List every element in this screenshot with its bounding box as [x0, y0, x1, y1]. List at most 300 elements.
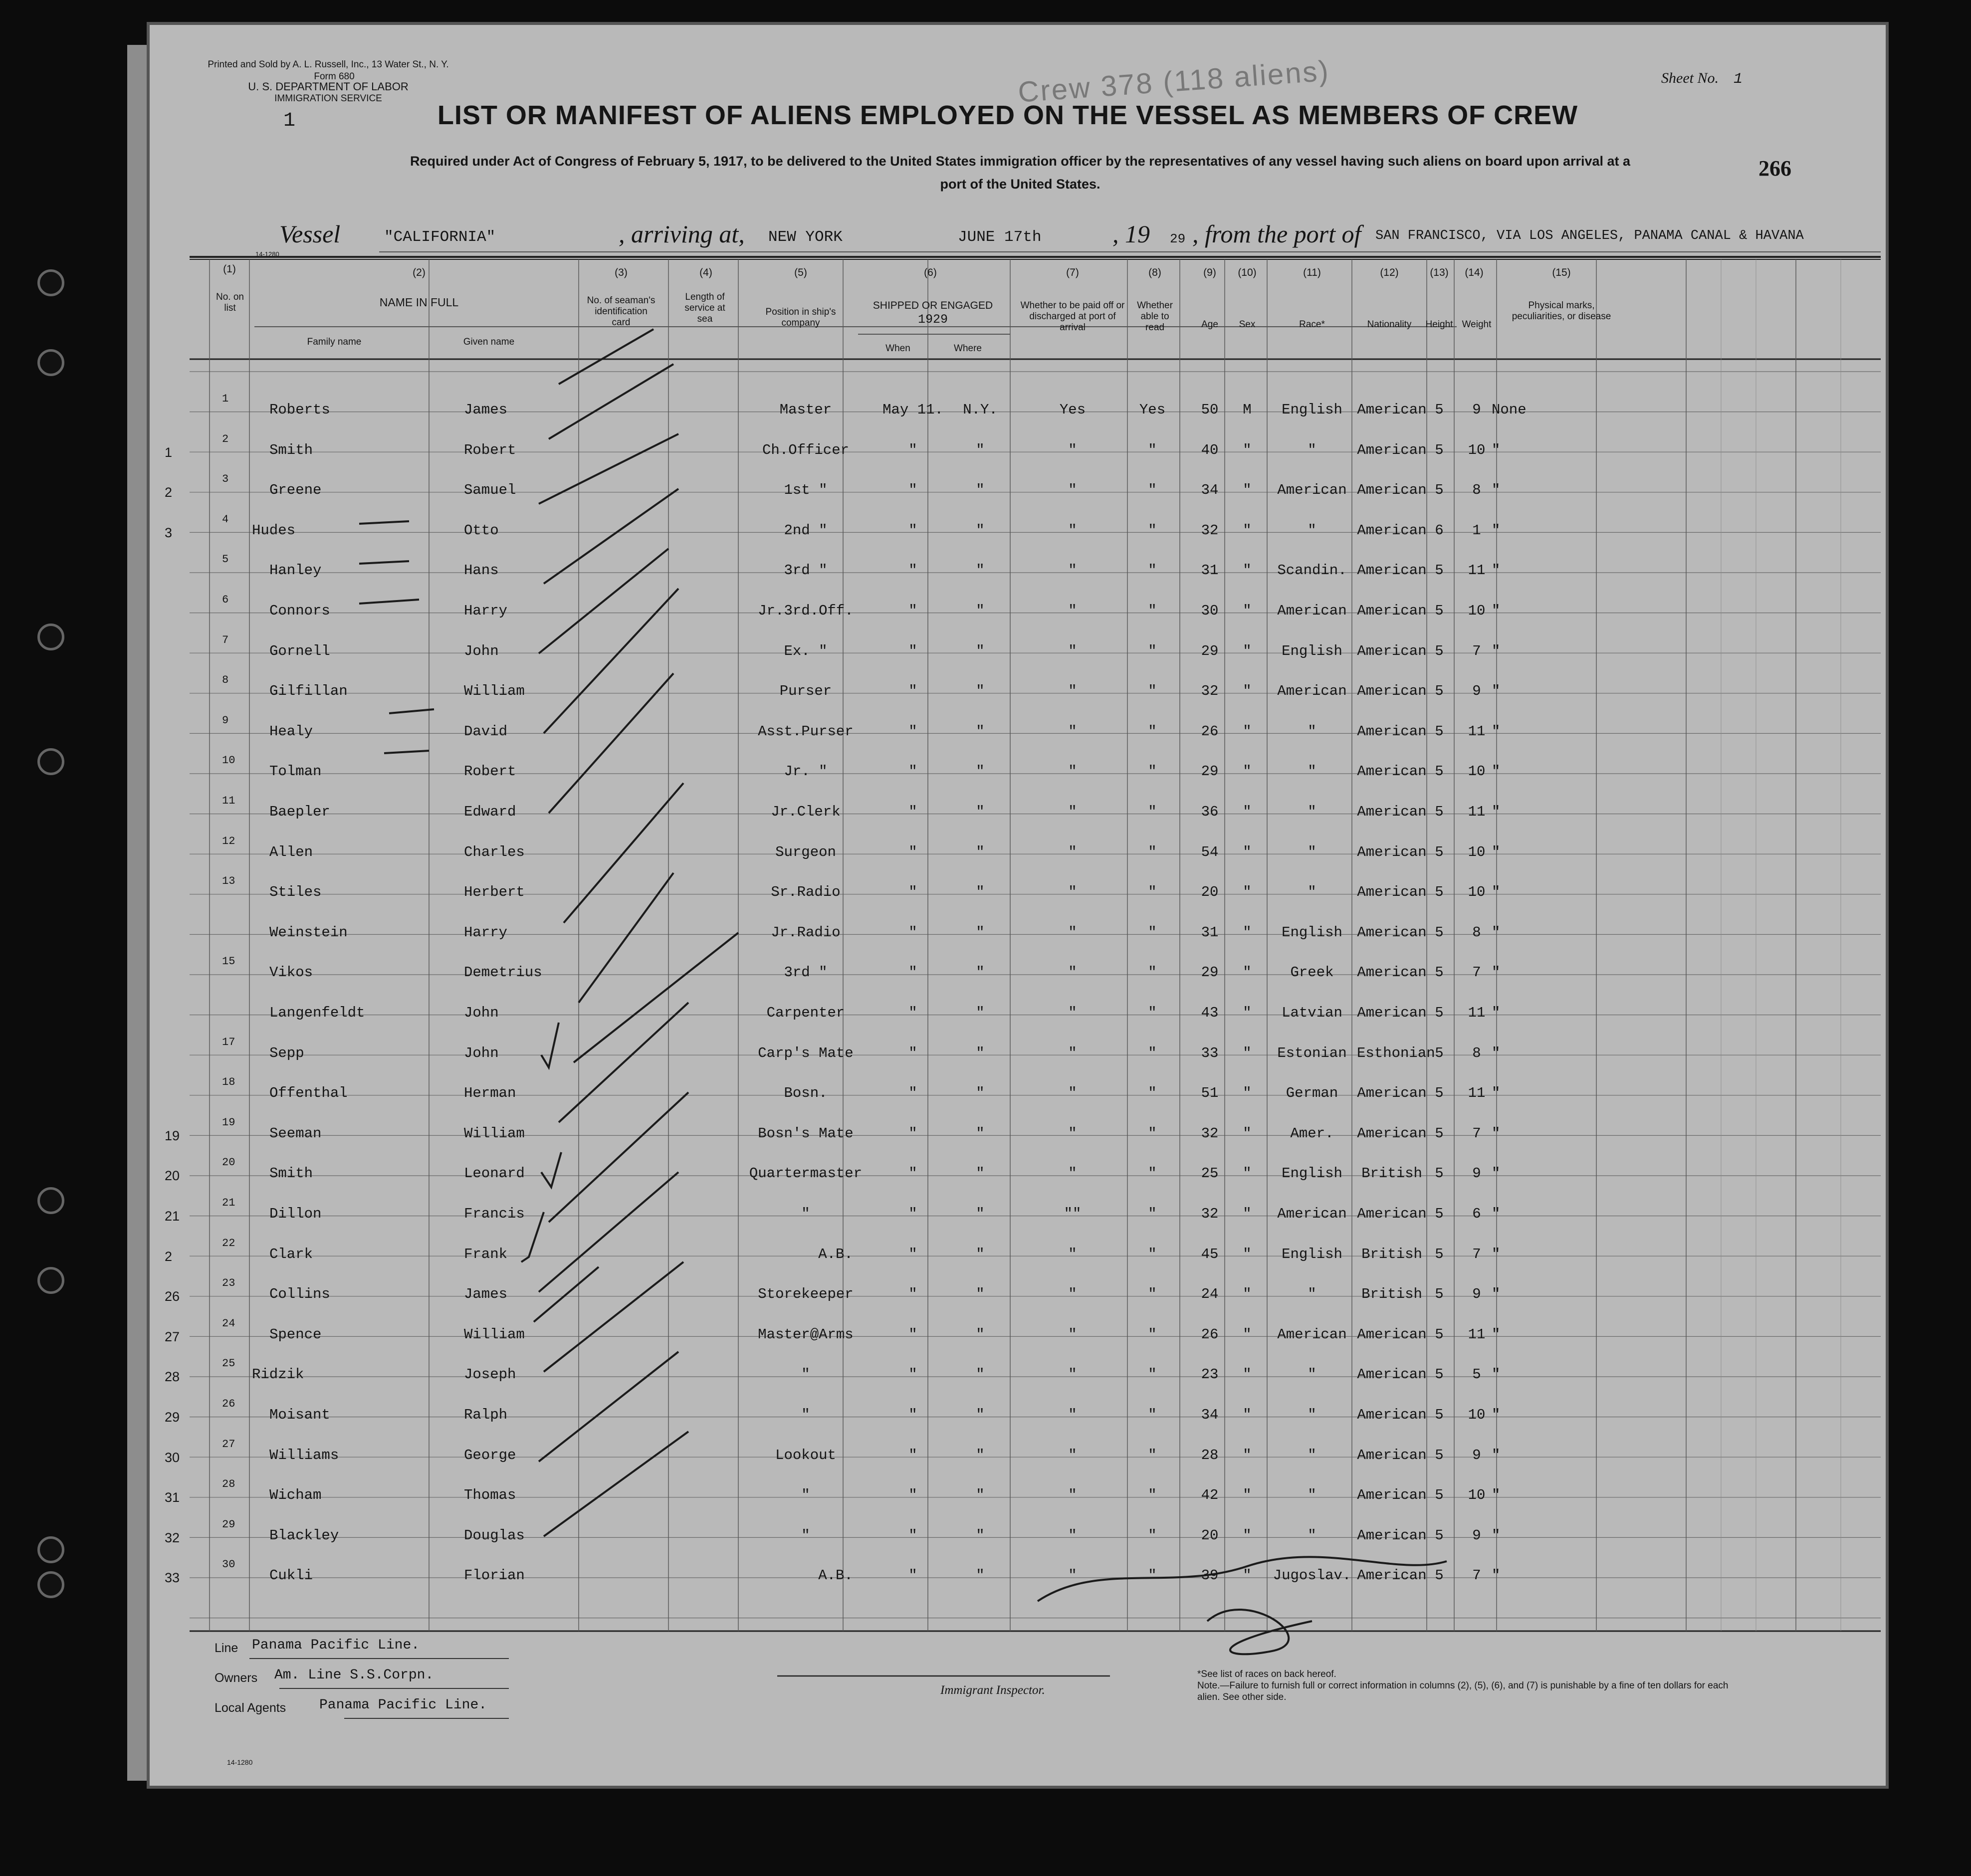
shipped-where-cell: "	[976, 1527, 985, 1544]
race-cell: English	[1282, 642, 1342, 659]
race-cell: Jugoslav.	[1273, 1567, 1351, 1584]
family-name-cell: Allen	[269, 843, 313, 860]
family-name-cell: Hanley	[269, 562, 322, 579]
paid-off-cell: "	[1068, 1487, 1077, 1504]
line-value: Panama Pacific Line.	[252, 1638, 420, 1653]
shipped-where-cell: N.Y.	[963, 402, 998, 418]
position-cell: Jr.Clerk	[771, 804, 841, 820]
weight-cell: 10	[1468, 441, 1486, 458]
age-cell: 23	[1201, 1366, 1219, 1383]
col-seaman-id: No. of seaman's identification card	[587, 295, 656, 328]
able-to-read-cell: "	[1148, 562, 1157, 579]
position-cell: Surgeon	[775, 843, 836, 860]
col-num-7: (7)	[1066, 267, 1079, 278]
paid-off-cell: "	[1068, 723, 1077, 740]
shipped-when-cell: "	[908, 1005, 917, 1021]
given-name-cell: Harry	[464, 603, 508, 619]
line-label: Line	[215, 1641, 238, 1655]
weight-cell: 11	[1468, 723, 1486, 740]
height-cell: 5	[1435, 1567, 1444, 1584]
physical-marks-cell: "	[1492, 884, 1501, 901]
outer-row-number: 33	[165, 1570, 180, 1586]
shipped-where-cell: "	[976, 1366, 985, 1383]
nationality-cell: British	[1361, 1246, 1422, 1262]
outer-row-number: 3	[165, 525, 173, 540]
able-to-read-cell: "	[1148, 1044, 1157, 1061]
shipped-where-cell: "	[976, 1286, 985, 1303]
shipped-where-cell: "	[976, 1005, 985, 1021]
position-cell: "	[801, 1527, 810, 1544]
position-cell: Ex. "	[784, 642, 828, 659]
form-number: Form 680	[314, 71, 355, 82]
race-cell: "	[1308, 1286, 1316, 1303]
nationality-cell: American	[1357, 1005, 1427, 1021]
weight-cell: 8	[1472, 1044, 1481, 1061]
family-name-cell: Greene	[269, 482, 322, 499]
physical-marks-cell: "	[1492, 1206, 1501, 1222]
outer-row-number: 30	[165, 1450, 180, 1465]
weight-cell: 7	[1472, 1125, 1481, 1142]
handwritten-crew-note: Crew 378 (118 aliens)	[1017, 54, 1331, 109]
race-cell: Scandin.	[1277, 562, 1347, 579]
physical-marks-cell: None	[1492, 402, 1527, 418]
agents-label: Local Agents	[215, 1701, 286, 1715]
sex-cell: "	[1243, 804, 1252, 820]
row-number: 2	[222, 432, 229, 445]
given-name-cell: Robert	[464, 763, 516, 780]
physical-marks-cell: "	[1492, 924, 1501, 941]
paid-off-cell: "	[1068, 1407, 1077, 1423]
physical-marks-cell: "	[1492, 1527, 1501, 1544]
shipped-when-cell: "	[908, 562, 917, 579]
able-to-read-cell: "	[1148, 1125, 1157, 1142]
family-name-cell: Roberts	[269, 402, 330, 418]
position-cell: Master@Arms	[758, 1326, 854, 1343]
paid-off-cell: "	[1068, 924, 1077, 941]
paid-off-cell: "	[1068, 804, 1077, 820]
height-cell: 5	[1435, 804, 1444, 820]
shipped-when-cell: "	[908, 1246, 917, 1262]
family-name-cell: Dillon	[269, 1206, 322, 1222]
shipped-when-cell: May 11.	[882, 402, 943, 418]
physical-marks-cell: "	[1492, 964, 1501, 981]
family-name-cell: Healy	[269, 723, 313, 740]
weight-cell: 8	[1472, 482, 1481, 499]
shipped-when-cell: "	[908, 603, 917, 619]
row-number: 21	[222, 1197, 235, 1209]
age-cell: 33	[1201, 1044, 1219, 1061]
shipped-when-cell: "	[908, 441, 917, 458]
position-cell: Master	[779, 402, 832, 418]
height-cell: 5	[1435, 1447, 1444, 1463]
row-number: 6	[222, 594, 229, 606]
row-number: 22	[222, 1237, 235, 1250]
able-to-read-cell: "	[1148, 683, 1157, 700]
height-cell: 5	[1435, 1246, 1444, 1262]
check-mark	[541, 1152, 561, 1187]
shipped-when-cell: "	[908, 1527, 917, 1544]
col-shipped-year: 1929	[917, 312, 948, 327]
sex-cell: "	[1243, 1206, 1252, 1222]
shipped-where-cell: "	[976, 1085, 985, 1102]
col-family-name: Family name	[307, 337, 362, 347]
position-cell: 3rd "	[784, 562, 828, 579]
paid-off-cell: "	[1068, 1286, 1077, 1303]
col-num-1: (1)	[223, 263, 236, 275]
family-name-cell: Smith	[269, 441, 313, 458]
row-number: 13	[222, 875, 235, 888]
outer-row-number: 21	[165, 1209, 180, 1224]
family-name-cell: Wicham	[269, 1487, 322, 1504]
sex-cell: "	[1243, 1366, 1252, 1383]
small-code: 14-1280	[255, 250, 279, 258]
year-suffix: 29	[1170, 231, 1186, 246]
weight-cell: 11	[1468, 804, 1486, 820]
nationality-cell: American	[1357, 522, 1427, 539]
age-cell: 29	[1201, 964, 1219, 981]
tick-mark	[359, 561, 409, 564]
given-name-cell: Otto	[464, 522, 499, 539]
pen-stroke	[539, 1172, 678, 1292]
shipped-where-cell: "	[976, 964, 985, 981]
pen-stroke	[574, 933, 738, 1062]
race-cell: Amer.	[1290, 1125, 1334, 1142]
binder-hole	[37, 624, 64, 650]
nationality-cell: American	[1357, 402, 1427, 418]
family-name-cell: Moisant	[269, 1407, 330, 1423]
sex-cell: "	[1243, 1567, 1252, 1584]
row-number: 5	[222, 553, 229, 566]
weight-cell: 8	[1472, 924, 1481, 941]
age-cell: 45	[1201, 1246, 1219, 1262]
family-name-cell: Gilfillan	[269, 683, 348, 700]
height-cell: 5	[1435, 1165, 1444, 1182]
manifest-sheet	[150, 25, 1886, 1786]
weight-cell: 9	[1472, 1527, 1481, 1544]
race-cell: Greek	[1290, 964, 1334, 981]
weight-cell: 9	[1472, 402, 1481, 418]
given-name-cell: William	[464, 1326, 525, 1343]
physical-marks-cell: "	[1492, 1165, 1501, 1182]
position-cell: Storekeeper	[758, 1286, 854, 1303]
paid-off-cell: "	[1068, 441, 1077, 458]
sex-cell: "	[1243, 1326, 1252, 1343]
binder-hole	[37, 1267, 64, 1294]
given-name-cell: Joseph	[464, 1366, 516, 1383]
nationality-cell: American	[1357, 1085, 1427, 1102]
shipped-where-cell: "	[976, 1326, 985, 1343]
shipped-when-cell: "	[908, 1206, 917, 1222]
physical-marks-cell: "	[1492, 683, 1501, 700]
row-number: 20	[222, 1156, 235, 1169]
nationality-cell: American	[1357, 1487, 1427, 1504]
age-cell: 42	[1201, 1487, 1219, 1504]
physical-marks-cell: "	[1492, 482, 1501, 499]
shipped-where-cell: "	[976, 603, 985, 619]
nationality-cell: American	[1357, 763, 1427, 780]
row-number: 10	[222, 754, 235, 767]
given-name-cell: William	[464, 683, 525, 700]
binder-hole	[37, 748, 64, 775]
able-to-read-cell: "	[1148, 1246, 1157, 1262]
sex-cell: "	[1243, 924, 1252, 941]
paid-off-cell: "	[1068, 1447, 1077, 1463]
col-able-to-read: Whether able to read	[1137, 300, 1173, 333]
position-cell: A.B.	[818, 1567, 853, 1584]
given-name-cell: Douglas	[464, 1527, 525, 1544]
age-cell: 24	[1201, 1286, 1219, 1303]
given-name-cell: Frank	[464, 1246, 508, 1262]
shipped-where-cell: "	[976, 1246, 985, 1262]
able-to-read-cell: "	[1148, 1085, 1157, 1102]
physical-marks-cell: "	[1492, 723, 1501, 740]
height-cell: 5	[1435, 1407, 1444, 1423]
weight-cell: 11	[1468, 1085, 1486, 1102]
binder-hole	[37, 269, 64, 296]
age-cell: 34	[1201, 482, 1219, 499]
sex-cell: M	[1243, 402, 1252, 418]
able-to-read-cell: "	[1148, 1005, 1157, 1021]
shipped-when-cell: "	[908, 804, 917, 820]
paid-off-cell: "	[1068, 884, 1077, 901]
race-cell: Latvian	[1282, 1005, 1342, 1021]
height-cell: 5	[1435, 884, 1444, 901]
shipped-where-cell: "	[976, 843, 985, 860]
pen-stroke	[544, 589, 678, 733]
physical-marks-cell: "	[1492, 1366, 1501, 1383]
col-position: Position in ship's company	[765, 307, 836, 328]
given-name-cell: Florian	[464, 1567, 525, 1584]
family-name-cell: Stiles	[269, 884, 322, 901]
race-cell: "	[1308, 723, 1316, 740]
physical-marks-cell: "	[1492, 642, 1501, 659]
col-nationality: Nationality	[1367, 319, 1412, 330]
nationality-cell: American	[1357, 1125, 1427, 1142]
height-cell: 6	[1435, 522, 1444, 539]
paid-off-cell: "	[1068, 683, 1077, 700]
note-fine: Note.—Failure to furnish full or correct information in columns (2), (5), (6), and (7) is punishable by a fine of ten dollars for each alien. See other side.	[1197, 1680, 1729, 1702]
able-to-read-cell: "	[1148, 642, 1157, 659]
nationality-cell: American	[1357, 1206, 1427, 1222]
weight-cell: 10	[1468, 763, 1486, 780]
shipped-when-cell: "	[908, 1407, 917, 1423]
weight-cell: 10	[1468, 884, 1486, 901]
sex-cell: "	[1243, 884, 1252, 901]
shipped-where-cell: "	[976, 924, 985, 941]
row-number: 9	[222, 714, 229, 727]
col-no-on-list: No. on list	[216, 292, 244, 313]
age-cell: 51	[1201, 1085, 1219, 1102]
sex-cell: "	[1243, 1085, 1252, 1102]
family-name-cell: Williams	[269, 1447, 339, 1463]
row-number: 15	[222, 955, 235, 968]
nationality-cell: American	[1357, 924, 1427, 941]
position-cell: 2nd "	[784, 522, 828, 539]
outer-row-number: 2	[165, 485, 173, 500]
nationality-cell: American	[1357, 964, 1427, 981]
age-cell: 54	[1201, 843, 1219, 860]
height-cell: 5	[1435, 723, 1444, 740]
given-name-cell: Leonard	[464, 1165, 525, 1182]
shipped-when-cell: "	[908, 522, 917, 539]
row-number: 18	[222, 1076, 235, 1089]
given-name-cell: Robert	[464, 441, 516, 458]
physical-marks-cell: "	[1492, 1487, 1501, 1504]
shipped-when-cell: "	[908, 1447, 917, 1463]
col-sex: Sex	[1239, 319, 1256, 330]
physical-marks-cell: "	[1492, 843, 1501, 860]
race-cell: "	[1308, 441, 1316, 458]
position-cell: "	[801, 1206, 810, 1222]
race-cell: American	[1277, 1326, 1347, 1343]
height-cell: 5	[1435, 642, 1444, 659]
nationality-cell: American	[1357, 1366, 1427, 1383]
position-cell: A.B.	[818, 1246, 853, 1262]
col-num-13: (13)	[1430, 267, 1449, 278]
check-mark	[541, 1023, 559, 1067]
height-cell: 5	[1435, 441, 1444, 458]
binder-hole	[37, 1536, 64, 1563]
height-cell: 5	[1435, 1527, 1444, 1544]
given-name-cell: John	[464, 1005, 499, 1021]
race-cell: American	[1277, 1206, 1347, 1222]
outer-row-number: 2	[165, 1249, 173, 1264]
shipped-where-cell: "	[976, 1206, 985, 1222]
height-cell: 5	[1435, 924, 1444, 941]
col-paid-off: Whether to be paid off or discharged at port of arrival	[1020, 300, 1125, 333]
year-prefix: , 19	[1112, 220, 1150, 248]
shipped-where-cell: "	[976, 441, 985, 458]
nationality-cell: American	[1357, 1567, 1427, 1584]
paid-off-cell: "	[1068, 1085, 1077, 1102]
nationality-cell: American	[1357, 642, 1427, 659]
height-cell: 5	[1435, 1085, 1444, 1102]
sex-cell: "	[1243, 1447, 1252, 1463]
sex-cell: "	[1243, 1044, 1252, 1061]
shipped-when-cell: "	[908, 1366, 917, 1383]
given-name-cell: Francis	[464, 1206, 525, 1222]
paid-off-cell: "	[1068, 562, 1077, 579]
weight-cell: 9	[1472, 1286, 1481, 1303]
tick-mark	[359, 521, 409, 524]
col-num-11: (11)	[1303, 267, 1321, 278]
shipped-where-cell: "	[976, 884, 985, 901]
col-physical-marks: Physical marks, peculiarities, or disease	[1512, 300, 1611, 322]
col-num-3: (3)	[615, 267, 628, 278]
sex-cell: "	[1243, 1125, 1252, 1142]
form-title: LIST OR MANIFEST OF ALIENS EMPLOYED ON THE VESSEL AS MEMBERS OF CREW	[437, 100, 1578, 130]
able-to-read-cell: "	[1148, 1487, 1157, 1504]
sex-cell: "	[1243, 1487, 1252, 1504]
shipped-when-cell: "	[908, 1567, 917, 1584]
position-cell: Lookout	[775, 1447, 836, 1463]
shipped-when-cell: "	[908, 683, 917, 700]
row-number: 29	[222, 1518, 235, 1531]
pen-stroke	[549, 364, 673, 439]
weight-cell: 11	[1468, 1005, 1486, 1021]
col-when: When	[885, 343, 910, 354]
nationality-cell: American	[1357, 482, 1427, 499]
able-to-read-cell: "	[1148, 1366, 1157, 1383]
note-races: *See list of races on back hereof.	[1197, 1669, 1336, 1679]
paid-off-cell: "	[1068, 522, 1077, 539]
shipped-where-cell: "	[976, 1487, 985, 1504]
col-race: Race*	[1299, 319, 1325, 330]
row-number: 12	[222, 834, 235, 847]
family-name-cell: Offenthal	[269, 1085, 348, 1102]
shipped-where-cell: "	[976, 763, 985, 780]
paid-off-cell: "	[1068, 1246, 1077, 1262]
race-cell: American	[1277, 683, 1347, 700]
race-cell: "	[1308, 1527, 1316, 1544]
race-cell: "	[1308, 804, 1316, 820]
weight-cell: 11	[1468, 562, 1486, 579]
family-name-cell: Blackley	[269, 1527, 339, 1544]
sex-cell: "	[1243, 964, 1252, 981]
outer-row-number: 1	[165, 444, 173, 460]
sex-cell: "	[1243, 642, 1252, 659]
sex-cell: "	[1243, 482, 1252, 499]
from-label: , from the port of	[1192, 220, 1361, 248]
able-to-read-cell: "	[1148, 1206, 1157, 1222]
weight-cell: 9	[1472, 683, 1481, 700]
shipped-when-cell: "	[908, 1326, 917, 1343]
weight-cell: 5	[1472, 1366, 1481, 1383]
race-cell: "	[1308, 1366, 1316, 1383]
shipped-where-cell: "	[976, 804, 985, 820]
col-num-8: (8)	[1148, 267, 1161, 278]
given-name-cell: Charles	[464, 843, 525, 860]
given-name-cell: George	[464, 1447, 516, 1463]
paid-off-cell: "	[1068, 1165, 1077, 1182]
weight-cell: 7	[1472, 964, 1481, 981]
shipped-where-cell: "	[976, 642, 985, 659]
position-cell: "	[801, 1487, 810, 1504]
able-to-read-cell: "	[1148, 1567, 1157, 1584]
sex-cell: "	[1243, 1246, 1252, 1262]
age-cell: 32	[1201, 522, 1219, 539]
row-number: 28	[222, 1478, 235, 1491]
sheet-label: Sheet No.	[1661, 70, 1719, 86]
position-cell: "	[801, 1407, 810, 1423]
able-to-read-cell: "	[1148, 603, 1157, 619]
col-num-4: (4)	[699, 267, 712, 278]
weight-cell: 10	[1468, 1487, 1486, 1504]
nationality-cell: American	[1357, 1447, 1427, 1463]
age-cell: 36	[1201, 804, 1219, 820]
sex-cell: "	[1243, 562, 1252, 579]
position-cell: Jr.Radio	[771, 924, 841, 941]
shipped-where-cell: "	[976, 1125, 985, 1142]
family-name-cell: Cukli	[269, 1567, 313, 1584]
physical-marks-cell: "	[1492, 1044, 1501, 1061]
row-number: 30	[222, 1558, 235, 1571]
outer-row-number: 29	[165, 1410, 180, 1425]
paid-off-cell: "	[1068, 1326, 1077, 1343]
race-cell: English	[1282, 402, 1342, 418]
able-to-read-cell: "	[1148, 884, 1157, 901]
nationality-cell: British	[1361, 1286, 1422, 1303]
row-number: 3	[222, 473, 229, 486]
race-cell: "	[1308, 763, 1316, 780]
paid-off-cell: "	[1068, 964, 1077, 981]
col-num-12: (12)	[1380, 267, 1399, 278]
race-cell: German	[1286, 1085, 1338, 1102]
sex-cell: "	[1243, 763, 1252, 780]
shipped-when-cell: "	[908, 642, 917, 659]
row-number: 23	[222, 1277, 235, 1290]
shipped-where-cell: "	[976, 1407, 985, 1423]
